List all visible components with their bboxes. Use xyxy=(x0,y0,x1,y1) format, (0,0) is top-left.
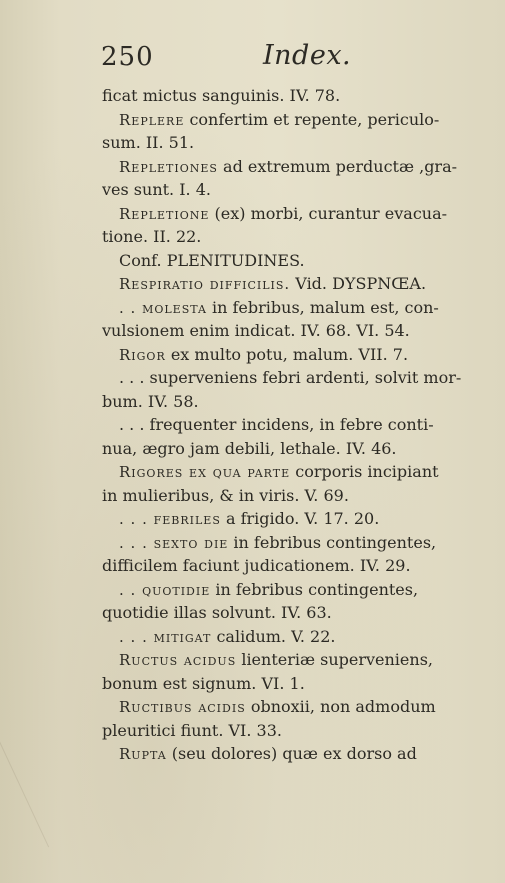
entry-text: corporis incipiant xyxy=(290,462,439,481)
entry-text: in febribus contingentes, xyxy=(210,579,419,599)
entry-text: . . . frequenter incidens, in febre conti- xyxy=(119,415,434,434)
index-line xyxy=(102,484,470,508)
entry-text: difficilem faciunt judicationem. IV. 29. xyxy=(102,556,411,575)
entry-text: vulsionem enim indicat. IV. 68. VI. 54. xyxy=(102,321,410,340)
entry-text: . . . superveniens febri ardenti, solvit mor- xyxy=(119,368,462,387)
entry-text: (seu dolores) quæ ex dorso ad xyxy=(166,744,417,763)
index-line xyxy=(102,178,470,202)
entry-text: lienteriæ superveniens, xyxy=(236,650,433,669)
index-line xyxy=(102,742,470,766)
entry-text: ad extremum perductæ ,gra- xyxy=(217,156,458,176)
entry-text: in febribus, malum est, con- xyxy=(206,297,439,317)
index-line xyxy=(102,460,470,484)
entry-text: in febribus contingentes, xyxy=(228,532,437,552)
entry-text: sum. II. 51. xyxy=(102,133,195,152)
entry-text: obnoxii, non admodum xyxy=(245,697,436,716)
entry-text: pleuritici fiunt. VI. 33. xyxy=(102,720,282,740)
entry-headword: Rigores ex qua parte xyxy=(119,463,291,481)
entry-text: a frigido. V. 17. 20. xyxy=(220,509,380,528)
index-line xyxy=(102,343,470,367)
entry-text: ex multo potu, malum. VII. 7. xyxy=(165,344,409,364)
entry-text: calidum. V. 22. xyxy=(211,626,336,646)
page-header xyxy=(101,42,461,76)
index-line xyxy=(102,202,470,226)
entry-text: Conf. PLENITUDINES. xyxy=(119,250,305,270)
running-head: Index. xyxy=(263,40,352,71)
index-line xyxy=(102,249,470,273)
entry-text: bonum est signum. VI. 1. xyxy=(102,673,305,693)
entry-headword: Replere xyxy=(119,110,185,129)
page-number: 250 xyxy=(101,42,154,72)
entry-text: confertim et repente, periculo- xyxy=(184,109,440,129)
index-line xyxy=(102,366,470,390)
index-body xyxy=(102,84,470,766)
entry-headword: . . . mitigat xyxy=(119,627,212,646)
entry-headword: . . . febriles xyxy=(119,510,221,528)
entry-text: ves sunt. I. 4. xyxy=(102,180,211,199)
index-line xyxy=(102,319,470,343)
entry-headword: Repletione xyxy=(119,204,210,223)
entry-text: nua, ægro jam debili, lethale. IV. 46. xyxy=(102,438,397,458)
entry-text: (ex) morbi, curantur evacua- xyxy=(209,203,448,223)
entry-text: ficat mictus sanguinis. IV. 78. xyxy=(102,86,341,105)
entry-headword: . . . sexto die xyxy=(119,533,229,552)
index-line xyxy=(102,390,470,414)
index-line xyxy=(102,507,470,531)
index-line xyxy=(102,554,470,578)
entry-headword: Respiratio difficilis. xyxy=(119,275,291,293)
index-line xyxy=(102,272,470,296)
entry-headword: . . molesta xyxy=(119,298,207,317)
index-line xyxy=(102,625,470,649)
index-line xyxy=(102,719,470,743)
index-line xyxy=(102,225,470,249)
index-line xyxy=(102,437,470,461)
entry-headword: . . quotidie xyxy=(119,580,211,599)
entry-headword: Ructibus acidis xyxy=(119,698,246,716)
entry-headword: Rigor xyxy=(119,345,166,364)
entry-text: quotidie illas solvunt. IV. 63. xyxy=(102,603,332,622)
entry-text: in mulieribus, & in viris. V. 69. xyxy=(102,485,349,505)
entry-text: bum. IV. 58. xyxy=(102,391,199,411)
entry-headword: Ructus acidus xyxy=(119,651,237,669)
paper-fold-mark xyxy=(0,713,103,848)
index-line xyxy=(102,84,470,108)
entry-text: tione. II. 22. xyxy=(102,227,202,246)
index-line xyxy=(102,296,470,320)
index-line xyxy=(102,648,470,672)
index-line xyxy=(102,155,470,179)
index-line xyxy=(102,578,470,602)
index-line xyxy=(102,108,470,132)
index-line xyxy=(102,131,470,155)
index-line xyxy=(102,601,470,625)
index-line xyxy=(102,672,470,696)
index-line xyxy=(102,531,470,555)
index-line xyxy=(102,695,470,719)
index-line xyxy=(102,413,470,437)
entry-text: Vid. DYSPNŒA. xyxy=(290,274,427,293)
entry-headword: Repletiones xyxy=(119,157,218,176)
entry-headword: Rupta xyxy=(119,745,167,763)
